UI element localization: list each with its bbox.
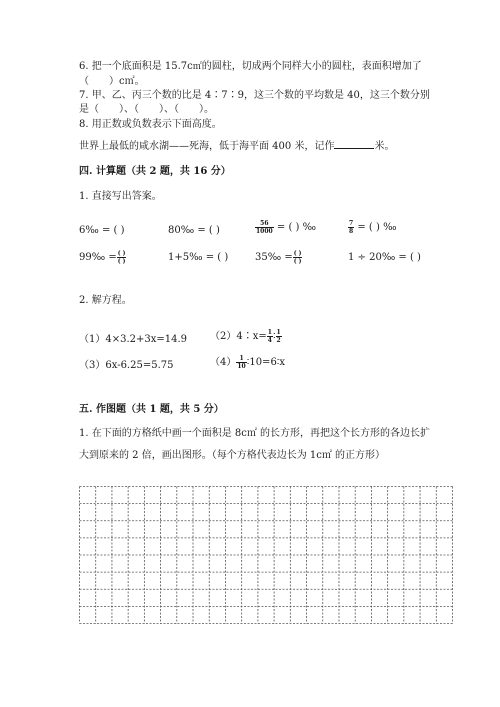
numerator: 1 [276, 329, 281, 336]
fraction [236, 355, 246, 370]
fraction [255, 220, 274, 235]
calc-pre: 35‰ = [255, 252, 293, 263]
denominator: 10 [237, 363, 246, 370]
question-7-line1: 7. 甲、乙、丙三个数的比是 4∶7∶9，这三个数的平均数是 40，这三个数分别 [79, 90, 430, 101]
eq-rest: ∶10=6∶x [246, 357, 286, 368]
equation-2 [210, 329, 282, 344]
calc-99-permille [79, 250, 126, 265]
denominator: 1000 [256, 228, 273, 235]
q8-text-a: 世界上最低的咸水湖——死海，低于海平面 400 米，记作 [79, 141, 335, 152]
q6-unit: ㎡ [192, 62, 202, 72]
numerator: 1 [236, 355, 246, 363]
section-5-q1-line1: 1. 在下面的方格纸中画一个面积是 8c㎡ 的长方形，再把这个长方形的各边长扩 [79, 428, 431, 439]
denominator: 8 [349, 228, 354, 235]
question-7-line2: 是（ ）、（ ）、（ ）。 [79, 104, 214, 115]
drawing-grid[interactable] [79, 486, 453, 624]
calc-1-plus-5-permille: 1+5‰ = ( ) [168, 252, 229, 263]
equation-3: （3）6x-6.25=5.75 [79, 360, 174, 371]
answer-blank [334, 139, 374, 149]
fraction [293, 250, 303, 265]
fraction [117, 250, 127, 265]
q6-text-b: 的圆柱，切成两个同样大小的圆柱，表面积增加了 [201, 61, 422, 72]
calc-pre: 99‰ = [79, 252, 117, 263]
q6-text-a: 6. 把一个底面积是 15.7c [79, 61, 193, 72]
calc-1-div-20-permille: 1 ÷ 20‰ = ( ) [348, 252, 421, 263]
calc-80-permille: 80‰ = ( ) [168, 225, 220, 236]
section-4-q2: 2. 解方程。 [79, 295, 132, 306]
equation-1: （1）4×3.2+3x=14.9 [79, 334, 188, 345]
calc-56-over-1000 [255, 220, 316, 235]
question-8-line1: 8. 用正数或负数表示下面高度。 [79, 119, 222, 130]
section-4-q1: 1. 直接写出答案。 [79, 191, 162, 202]
numerator: 56 [255, 220, 274, 228]
numerator: 1 [267, 329, 272, 336]
numerator: 7 [349, 220, 354, 227]
numerator: ( ) [117, 250, 126, 257]
calc-6-permille: 6‰ = ( ) [79, 225, 125, 236]
q8-text-b: 米。 [374, 141, 395, 152]
equation-4 [210, 355, 285, 370]
eq-pre: （2）4∶x= [210, 331, 267, 342]
eq-pre: （4） [210, 357, 237, 368]
calc-rest: = ( ) ‰ [273, 222, 317, 233]
denominator: ( ) [293, 258, 302, 265]
denominator: 2 [276, 337, 281, 344]
numerator: ( ) [293, 250, 302, 257]
calc-7-over-8 [348, 220, 397, 235]
question-6-line2: （ ）c㎡。 [79, 76, 145, 87]
question-8-line2 [79, 139, 394, 153]
fraction [276, 329, 282, 344]
section-5-q1-line2: 大到原来的 2 倍，画出图形。（每个方格代表边长为 1c㎡ 的正方形） [79, 450, 386, 461]
calc-35-permille [255, 250, 302, 265]
ratio-sign: ∶ [272, 331, 276, 342]
section-5-title: 五. 作图题（共 1 题，共 5 分） [79, 404, 224, 415]
question-6-line1 [79, 60, 422, 74]
denominator: ( ) [117, 258, 126, 265]
denominator: 4 [267, 337, 272, 344]
section-4-title: 四. 计算题（共 2 题，共 16 分） [79, 166, 231, 177]
calc-rest: = ( ) ‰ [354, 222, 397, 233]
